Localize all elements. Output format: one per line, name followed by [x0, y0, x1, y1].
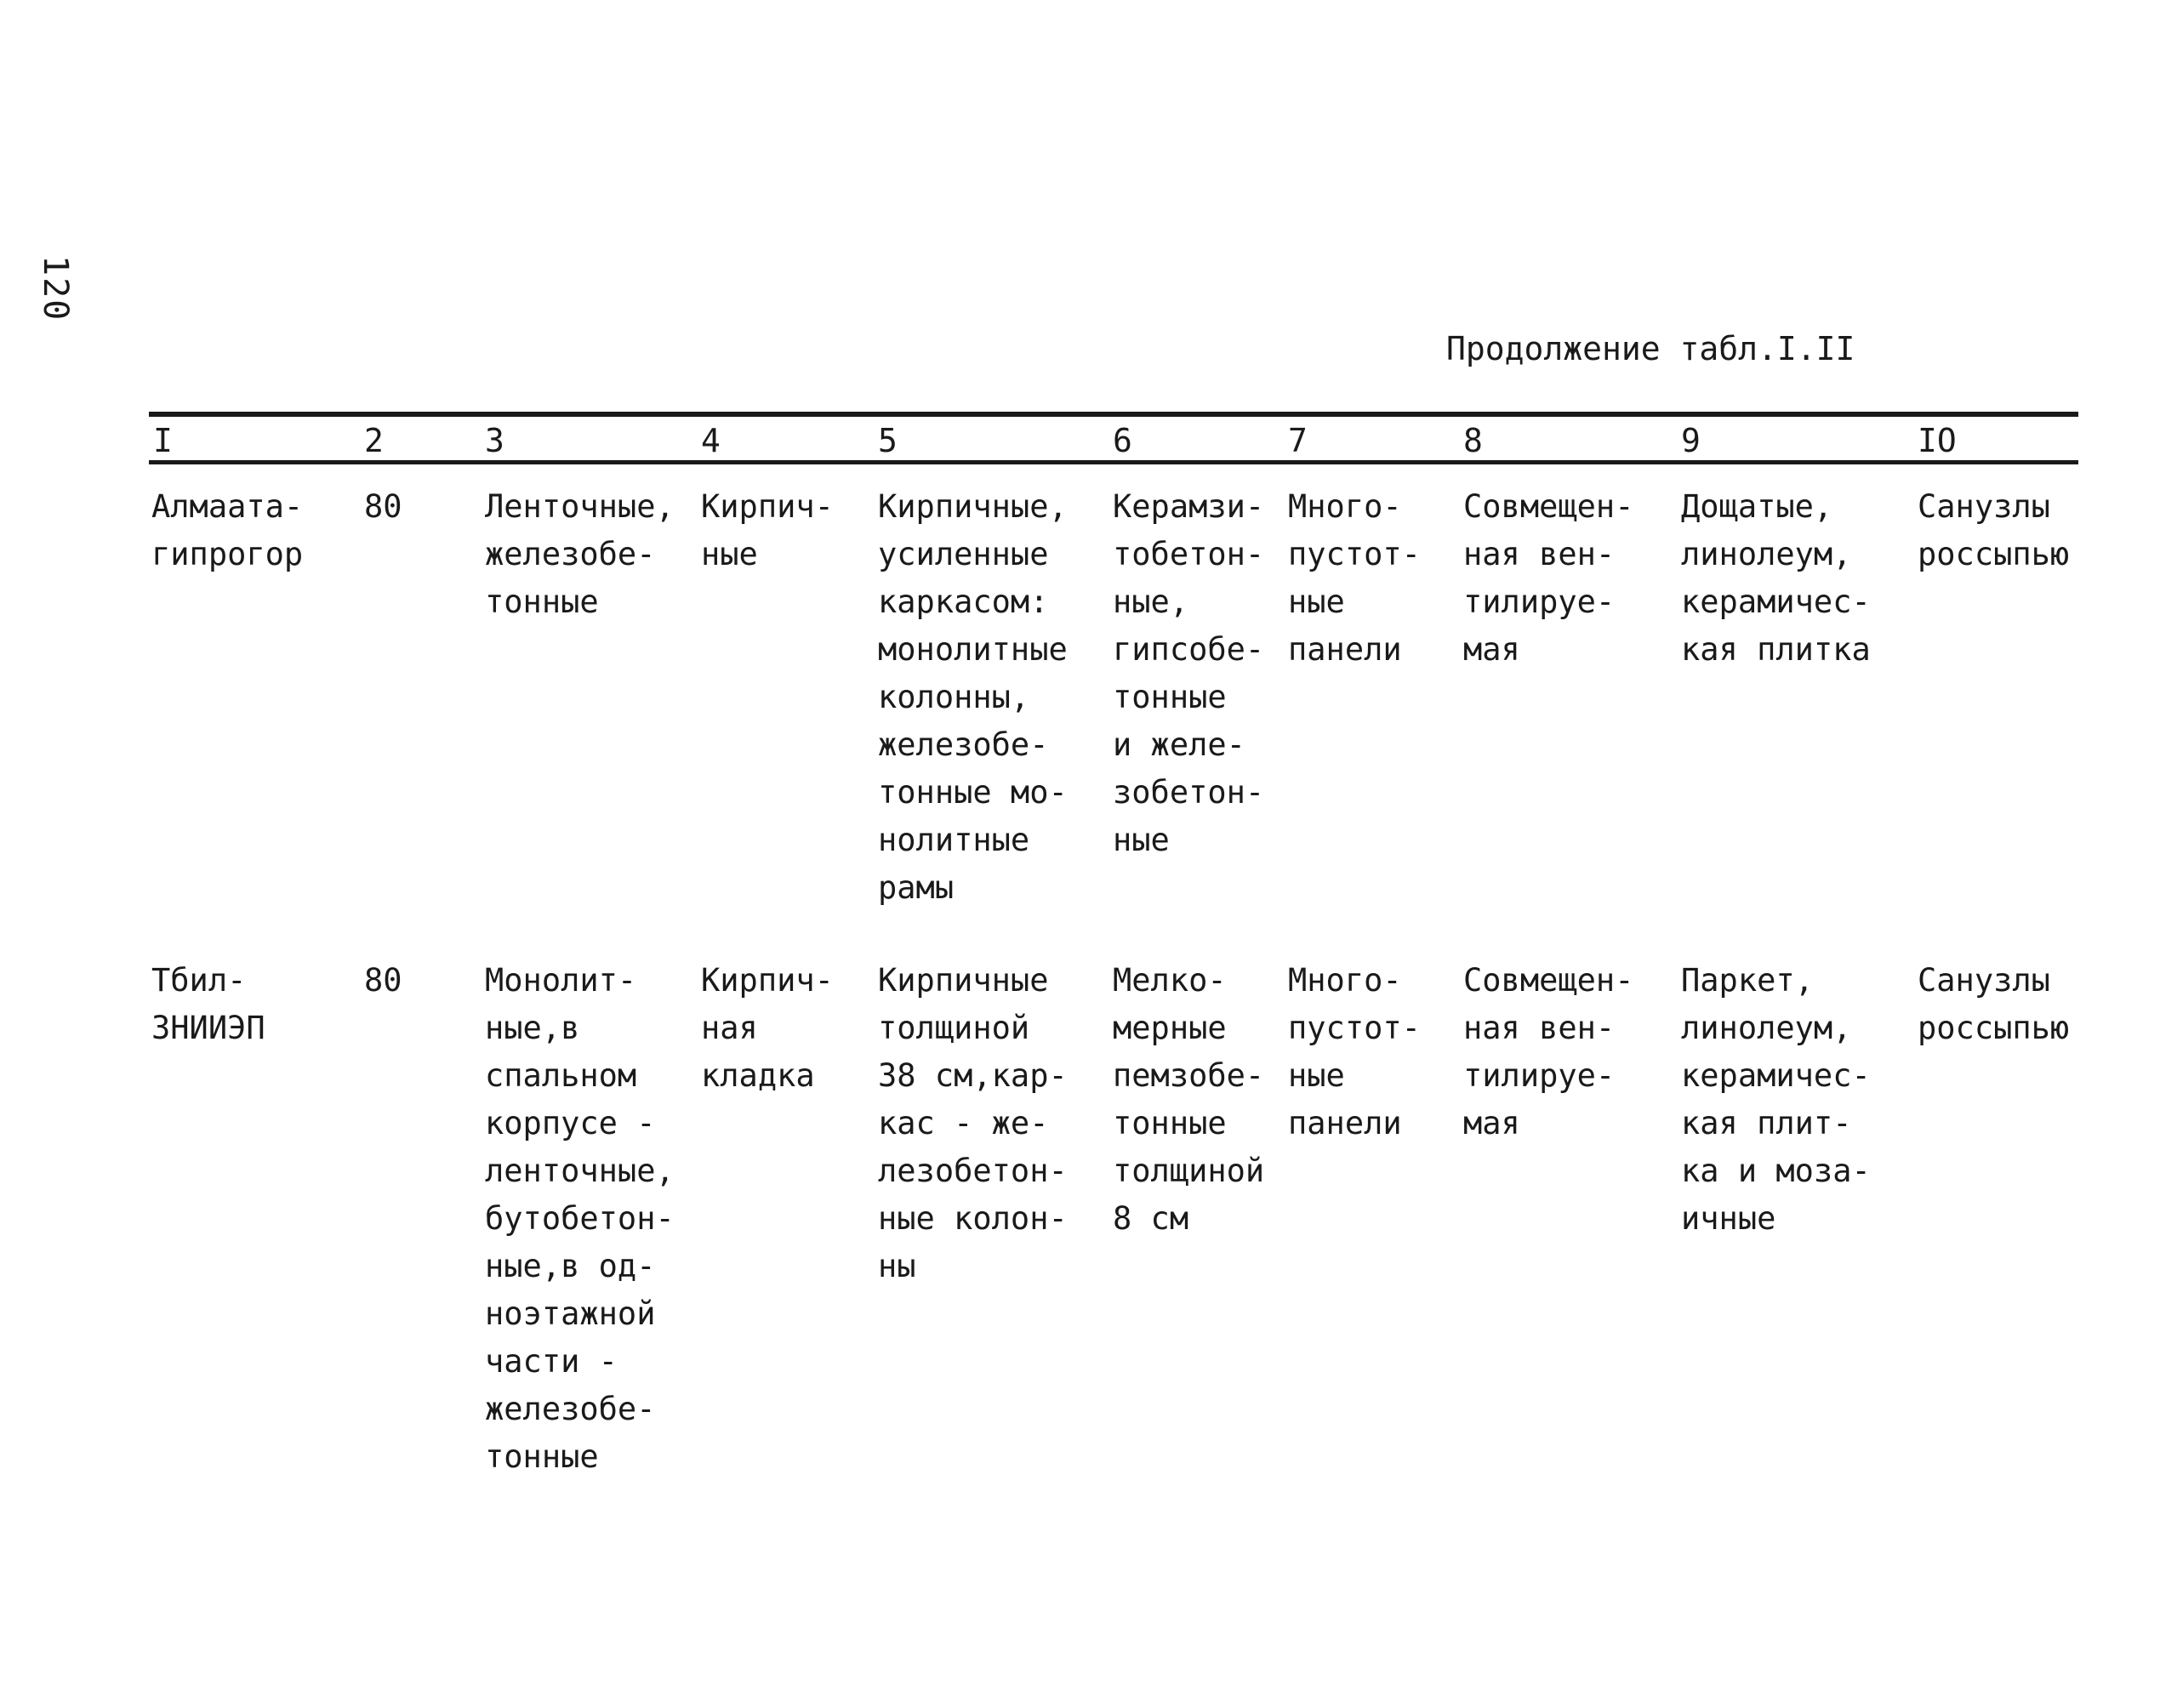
row1-col8-roof: Совмещен- ная вен- тилируе- мая — [1463, 488, 1634, 668]
row2-col9-flooring: Паркет, линолеум, керамичес- кая плит- ка и моза- ичные — [1681, 962, 1871, 1237]
header-col-7: 7 — [1288, 422, 1308, 459]
header-col-6: 6 — [1113, 422, 1132, 459]
row2-col1-organization: Тбил- ЗНИИЭП — [151, 962, 265, 1046]
header-col-2: 2 — [364, 422, 384, 459]
header-col-10: IO — [1918, 422, 1957, 459]
row2-col3-foundations: Монолит- ные,в спальном корпусе - ленточные, бутобетон- ные,в од- ноэтажной части - железобе- тонные — [485, 962, 675, 1475]
row1-col9-flooring: Дощатые, линолеум, керамичес- кая плитка — [1681, 488, 1871, 668]
row1-col4-walls: Кирпич- ные — [701, 488, 834, 572]
header-col-3: 3 — [485, 422, 504, 459]
header-col-9: 9 — [1681, 422, 1701, 459]
table-caption: Продолжение табл.I.II — [1446, 330, 1855, 367]
table-top-rule — [149, 412, 2078, 417]
row1-col7-floors: Много- пустот- ные панели — [1288, 488, 1421, 668]
header-col-5: 5 — [878, 422, 898, 459]
row1-col6-partitions: Керамзи- тобетон- ные, гипсобе- тонные и желе- зобетон- ные — [1113, 488, 1265, 858]
header-col-4: 4 — [701, 422, 721, 459]
table-header-rule — [149, 460, 2078, 464]
row1-col3-foundations: Ленточные, железобе- тонные — [485, 488, 675, 620]
row1-col1-organization: Алмаата- гипрогор — [151, 488, 304, 572]
row2-col4-walls: Кирпич- ная кладка — [701, 962, 834, 1094]
row1-col2-value: 80 — [364, 488, 402, 525]
page-number: 120 — [36, 255, 75, 322]
header-col-1: I — [153, 422, 173, 459]
row2-col6-partitions: Мелко- мерные пемзобе- тонные толщиной 8 см — [1113, 962, 1265, 1237]
row2-col7-floors: Много- пустот- ные панели — [1288, 962, 1421, 1142]
row2-col10-sanitary: Санузлы россыпью — [1918, 962, 2070, 1046]
row2-col5-structure: Кирпичные толщиной 38 см,кар- кас - же- лезобетон- ные колон- ны — [878, 962, 1068, 1284]
header-col-8: 8 — [1463, 422, 1483, 459]
row2-col2-value: 80 — [364, 962, 402, 999]
row2-col8-roof: Совмещен- ная вен- тилируе- мая — [1463, 962, 1634, 1142]
row1-col5-structure: Кирпичные, усиленные каркасом: монолитные колонны, железобе- тонные мо- нолитные рамы — [878, 488, 1068, 906]
row1-col10-sanitary: Санузлы россыпью — [1918, 488, 2070, 572]
